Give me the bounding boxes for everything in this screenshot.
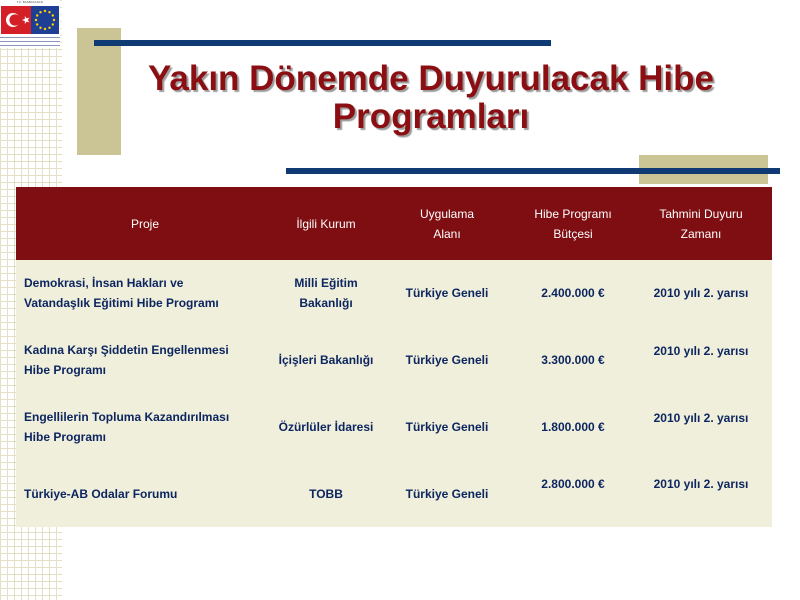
cell-proje-line-2: Hibe Programı bbox=[24, 429, 107, 444]
table-row bbox=[16, 260, 772, 327]
cell-butce: 2.800.000 € bbox=[541, 477, 605, 492]
header-uygulama-label-2: Alanı bbox=[433, 226, 461, 241]
cell-proje-line-2: Hibe Programı bbox=[24, 363, 107, 378]
cell-proje bbox=[16, 394, 274, 461]
turkey-flag-icon bbox=[1, 6, 31, 34]
decorative-navy-line-top bbox=[94, 40, 551, 46]
cell-butce: 2.400.000 € bbox=[541, 286, 605, 301]
cell-alan: Türkiye Geneli bbox=[405, 286, 489, 301]
header-zaman-label-2: Zamanı bbox=[680, 226, 722, 241]
cell-zaman: 2010 yılı 2. yarısı bbox=[653, 410, 749, 425]
cell-kurum-line-1: Milli Eğitim bbox=[294, 276, 358, 291]
table-row bbox=[16, 327, 772, 394]
cell-zaman: 2010 yılı 2. yarısı bbox=[653, 286, 749, 301]
cell-proje bbox=[16, 327, 274, 394]
header-uygulama-label-1: Uygulama bbox=[419, 206, 475, 221]
header-uygulama-alani bbox=[378, 187, 516, 260]
cell-proje: Türkiye-AB Odalar Forumu bbox=[24, 486, 178, 501]
header-ilgili-kurum bbox=[274, 187, 378, 260]
cell-kurum: İçişleri Bakanlığı bbox=[278, 353, 374, 368]
slide-title-line-1: Yakın Dönemde Duyurulacak Hibe bbox=[147, 59, 714, 98]
cell-proje-line-1: Kadına Karşı Şiddetin Engellenmesi bbox=[24, 343, 229, 358]
logo-caption: T.C. BAŞBAKANLIK bbox=[16, 0, 44, 4]
header-proje-label: Proje bbox=[130, 216, 159, 231]
cell-kurum: Özürlüler İdaresi bbox=[278, 419, 374, 434]
table-header-row bbox=[16, 187, 772, 260]
cell-butce: 1.800.000 € bbox=[541, 419, 605, 434]
slide-title-line-2: Programları bbox=[332, 97, 530, 136]
eu-flag-icon bbox=[31, 6, 59, 34]
cell-proje-line-1: Engellilerin Topluma Kazandırılması bbox=[24, 409, 230, 424]
cell-alan: Türkiye Geneli bbox=[405, 419, 489, 434]
table-row bbox=[16, 394, 772, 461]
cell-zaman: 2010 yılı 2. yarısı bbox=[653, 343, 749, 358]
cell-proje-line-2: Vatandaşlık Eğitimi Hibe Programı bbox=[24, 296, 219, 311]
decorative-navy-line-bottom bbox=[286, 168, 780, 174]
header-zaman-label-1: Tahmini Duyuru bbox=[659, 206, 743, 221]
header-ilgili-kurum-label: İlgili Kurum bbox=[296, 216, 356, 231]
header-hibe-butcesi bbox=[516, 187, 630, 260]
cell-zaman: 2010 yılı 2. yarısı bbox=[653, 477, 749, 492]
cell-kurum bbox=[274, 260, 378, 327]
cell-proje bbox=[16, 260, 274, 327]
header-butce-label-1: Hibe Programı bbox=[534, 206, 612, 221]
table-row bbox=[16, 460, 772, 527]
grant-programs-table bbox=[16, 187, 772, 527]
cell-butce: 3.300.000 € bbox=[541, 353, 605, 368]
cell-proje-line-1: Demokrasi, İnsan Hakları ve bbox=[24, 276, 184, 291]
cell-alan: Türkiye Geneli bbox=[405, 486, 489, 501]
cell-alan: Türkiye Geneli bbox=[405, 353, 489, 368]
cell-kurum-line-2: Bakanlığı bbox=[299, 296, 353, 311]
cell-kurum: TOBB bbox=[309, 486, 343, 501]
logo-subcaption bbox=[0, 37, 60, 47]
header-proje bbox=[16, 187, 274, 260]
header-duyuru-zamani bbox=[630, 187, 772, 260]
header-butce-label-2: Bütçesi bbox=[553, 226, 593, 241]
organization-logo bbox=[0, 0, 60, 48]
slide-title bbox=[62, 60, 800, 136]
